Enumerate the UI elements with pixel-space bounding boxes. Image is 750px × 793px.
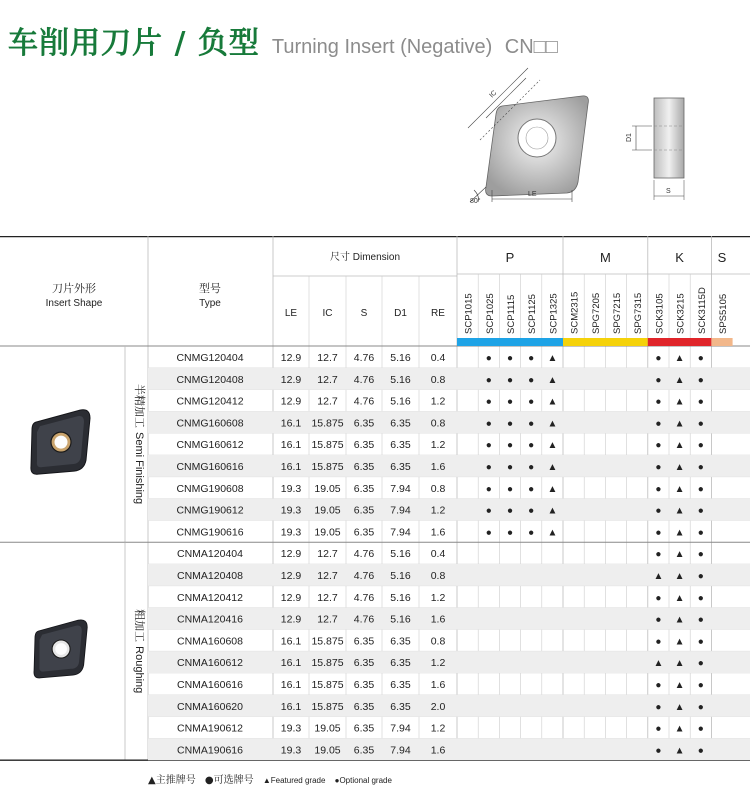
type-cell: CNMG190612 — [176, 504, 244, 517]
dimension-cell: 12.7 — [317, 373, 338, 386]
dimension-cell: 15.875 — [311, 679, 344, 691]
grade-mark: ● — [655, 462, 662, 473]
type-cell: CNMG190616 — [176, 526, 244, 539]
dimension-cell: 4.76 — [353, 352, 375, 364]
grade-mark: ● — [697, 418, 704, 430]
grade-mark: ● — [655, 614, 662, 626]
grade-mark: ● — [655, 396, 662, 408]
dimension-cell: 19.05 — [314, 744, 341, 757]
dimension-cell: 12.9 — [280, 613, 302, 626]
grade-mark: ▲ — [674, 658, 685, 670]
grade-mark: ● — [528, 505, 535, 517]
dimension-cell: 4.76 — [353, 591, 375, 604]
dimension-cell: 4.76 — [353, 373, 375, 386]
grade-mark: ● — [506, 418, 514, 430]
dimension-cell: 5.16 — [390, 591, 411, 604]
section-label-roughing — [133, 609, 147, 693]
grade-mark: ▲ — [674, 374, 685, 386]
insert-image-cnmg — [31, 410, 90, 474]
grade-mark: ● — [528, 353, 535, 364]
dimension-cell: 19.3 — [280, 482, 302, 495]
dimension-cell: 1.6 — [430, 679, 446, 691]
grade-mark: ▲ — [674, 680, 685, 691]
type-cell: CNMG160616 — [176, 461, 244, 473]
insert-shape-header-cn: 刀片外形 — [52, 283, 96, 295]
dimension-cell: 16.1 — [280, 657, 302, 670]
grade-mark: ● — [528, 527, 535, 539]
grade-mark: ● — [697, 745, 704, 757]
dimension-cell: 1.2 — [430, 722, 446, 735]
grade-mark: ▲ — [674, 483, 685, 495]
group-color-band — [563, 338, 648, 346]
dimension-cell: 6.35 — [353, 700, 375, 713]
group-label-p: P — [505, 250, 515, 265]
grade-header: SCM2315 — [569, 291, 581, 334]
legend-optional-cn: 可选牌号 — [213, 775, 254, 786]
dimension-cell: 15.875 — [311, 417, 344, 430]
grade-mark: ▲ — [674, 462, 685, 473]
grade-mark: ▲ — [674, 505, 685, 517]
le-label: LE — [528, 191, 537, 198]
grade-mark: ● — [528, 396, 535, 408]
type-cell: CNMG120408 — [176, 373, 244, 386]
grade-mark: ● — [697, 614, 704, 626]
dimension-cell: 6.35 — [390, 461, 411, 473]
type-cell: CNMA120412 — [177, 591, 243, 604]
dimension-cell: 16.1 — [280, 700, 302, 713]
grade-mark: ● — [655, 374, 662, 386]
dimension-cell: 19.05 — [314, 482, 341, 495]
grade-mark: ● — [655, 505, 662, 517]
dimension-cell: 12.7 — [317, 548, 338, 561]
page-title — [8, 18, 558, 62]
grade-mark: ▲ — [674, 396, 685, 408]
dimension-cell: 6.35 — [353, 722, 375, 735]
dimension-cell: 12.9 — [280, 373, 302, 386]
dimension-cell: 5.16 — [390, 373, 411, 386]
grade-mark: ▲ — [674, 440, 685, 452]
grade-mark: ▲ — [674, 353, 685, 364]
dimension-cell: 0.8 — [430, 417, 446, 430]
legend-featured-cn: 主推牌号 — [155, 775, 196, 786]
dimension-cell: 15.875 — [311, 700, 344, 713]
grade-mark: ● — [697, 680, 704, 691]
dimension-column-header: RE — [431, 308, 445, 319]
dimension-cell: 19.05 — [314, 504, 341, 517]
insert-image-cnma — [34, 620, 87, 678]
grade-mark: ● — [485, 483, 492, 495]
grade-mark: ● — [506, 396, 514, 408]
dimension-header: 尺寸 Dimension — [329, 252, 401, 263]
grade-mark: ● — [697, 636, 704, 648]
grade-mark: ● — [485, 374, 492, 386]
grade-mark: ● — [697, 374, 704, 386]
dimension-cell: 12.7 — [317, 570, 338, 582]
grade-mark: ● — [697, 396, 704, 408]
grade-mark: ▲ — [674, 745, 685, 757]
angle-label: 80° — [470, 198, 481, 205]
dimension-cell: 6.35 — [390, 657, 411, 670]
dimension-cell: 6.35 — [353, 482, 375, 495]
grade-mark: ● — [485, 527, 492, 539]
grade-mark: ● — [528, 483, 535, 495]
grade-mark: ● — [485, 353, 492, 364]
grade-header: SPS5105 — [718, 293, 729, 334]
grade-mark: ● — [697, 353, 704, 364]
grade-mark: ▲ — [547, 440, 558, 452]
dimension-cell: 4.76 — [353, 395, 375, 408]
grade-mark: ▲ — [674, 592, 685, 604]
type-cell: CNMA190616 — [177, 744, 243, 757]
dimension-cell: 19.3 — [280, 744, 302, 757]
grade-mark: ● — [485, 418, 492, 430]
grade-mark: ● — [697, 440, 704, 452]
dimension-column-header: S — [360, 308, 368, 319]
type-cell: CNMG160612 — [176, 439, 244, 452]
dimension-cell: 5.16 — [390, 613, 411, 626]
dimension-cell: 1.2 — [430, 439, 446, 452]
grade-header: SCP1125 — [527, 294, 539, 334]
grade-mark: ▲ — [674, 527, 685, 539]
type-cell: CNMG120404 — [176, 352, 244, 364]
dimension-cell: 5.16 — [390, 395, 411, 408]
grade-mark: ● — [655, 680, 662, 691]
dimension-cell: 0.4 — [430, 352, 446, 364]
grade-mark: ● — [528, 462, 535, 473]
group-label-k: K — [675, 250, 684, 265]
dimension-cell: 6.35 — [390, 679, 411, 691]
grade-header: SCK3115D — [696, 287, 708, 334]
dimension-cell: 4.76 — [353, 548, 375, 561]
grade-mark: ● — [655, 701, 662, 713]
dimension-cell: 6.35 — [353, 461, 375, 473]
type-cell: CNMA120408 — [177, 570, 243, 582]
dimension-cell: 6.35 — [353, 439, 375, 452]
dimension-cell: 1.6 — [430, 526, 446, 539]
insert-side-view — [654, 98, 684, 178]
dimension-cell: 16.1 — [280, 439, 302, 452]
dimension-cell: 12.9 — [280, 591, 302, 604]
legend-optional-symbol: ● — [204, 775, 214, 786]
dimension-column-header: LE — [284, 308, 298, 319]
grade-mark: ● — [485, 462, 492, 473]
group-label-s: S — [717, 250, 727, 265]
dimension-cell: 1.2 — [430, 504, 446, 517]
dimension-cell: 1.2 — [430, 395, 446, 408]
dimension-cell: 7.94 — [390, 504, 411, 517]
group-label-m: M — [599, 250, 611, 265]
dimension-cell: 19.05 — [314, 526, 341, 539]
dimension-cell: 19.05 — [314, 722, 341, 735]
dimension-cell: 1.2 — [430, 657, 446, 670]
grade-mark: ● — [655, 353, 662, 364]
dimension-cell: 19.3 — [280, 526, 302, 539]
dimension-column-header: D1 — [394, 308, 407, 319]
grade-mark: ● — [528, 418, 535, 430]
dimension-cell: 12.9 — [280, 395, 302, 408]
legend-featured-en: ▲Featured grade — [262, 776, 326, 785]
dimension-cell: 2.0 — [430, 700, 446, 713]
type-cell: CNMA160608 — [177, 635, 243, 648]
type-cell: CNMA120404 — [177, 548, 243, 561]
dimension-cell: 7.94 — [390, 722, 411, 735]
group-color-band — [457, 338, 563, 346]
grade-header: SCP1115 — [506, 294, 517, 334]
dimension-cell: 12.7 — [317, 352, 338, 364]
dimension-cell: 12.7 — [317, 395, 338, 408]
grade-mark: ● — [655, 527, 662, 539]
grade-header: SCP1025 — [484, 293, 496, 334]
grade-mark: ● — [655, 549, 662, 561]
grade-mark: ● — [697, 658, 704, 670]
dimension-cell: 6.35 — [353, 679, 375, 691]
dimension-cell: 19.3 — [280, 722, 302, 735]
grade-mark: ● — [655, 636, 662, 648]
grade-mark: ● — [506, 527, 514, 539]
group-color-band — [711, 338, 732, 346]
dimension-cell: 1.2 — [430, 591, 446, 604]
grade-mark: ● — [506, 505, 514, 517]
grade-mark: ● — [485, 505, 492, 517]
dimension-cell: 6.35 — [353, 504, 375, 517]
insert-grade-table — [0, 236, 750, 764]
type-cell: CNMA160620 — [177, 700, 243, 713]
grade-mark: ● — [506, 440, 514, 452]
dimension-cell: 16.1 — [280, 635, 302, 648]
dimension-cell: 6.35 — [353, 635, 375, 648]
grade-mark: ▲ — [674, 571, 685, 582]
dimension-cell: 12.7 — [317, 591, 338, 604]
dimension-cell: 16.1 — [280, 461, 302, 473]
s-label: S — [666, 188, 671, 195]
section-label-en: Roughing — [133, 646, 145, 694]
dimension-cell: 7.94 — [390, 744, 411, 757]
grade-header: SCK3215 — [675, 293, 687, 334]
grade-header: SPG7215 — [612, 292, 623, 334]
dimension-cell: 1.6 — [430, 613, 446, 626]
insert-dimension-diagram — [440, 62, 710, 212]
dimension-cell: 6.35 — [390, 417, 411, 430]
dimension-cell: 6.35 — [390, 635, 411, 648]
grade-header: SCP1325 — [548, 293, 560, 334]
type-cell: CNMG160608 — [176, 417, 244, 430]
grade-mark: ▲ — [547, 374, 558, 386]
grade-header: SCK3105 — [654, 293, 666, 334]
type-header-en: Type — [199, 298, 221, 309]
insert-shape-header-en: Insert Shape — [45, 298, 103, 309]
dimension-cell: 7.94 — [390, 526, 411, 539]
dimension-cell: 12.9 — [280, 352, 302, 364]
section-label-en: Semi Finishing — [133, 432, 145, 505]
grade-mark: ● — [697, 505, 704, 517]
dimension-cell: 0.8 — [430, 373, 446, 386]
grade-mark: ● — [506, 353, 514, 364]
dimension-cell: 15.875 — [311, 439, 344, 452]
title-chinese: 车削用刀片 / 负型 — [8, 26, 260, 61]
title-code: CN□□ — [504, 36, 558, 58]
grade-mark: ● — [655, 592, 662, 604]
dimension-cell: 15.875 — [311, 461, 344, 473]
grade-mark: ● — [697, 571, 704, 582]
dimension-column-header: IC — [322, 308, 333, 319]
type-cell: CNMA190612 — [177, 722, 243, 735]
grade-mark: ▲ — [674, 549, 685, 561]
legend-optional-en: ●Optional grade — [334, 776, 392, 785]
grade-mark: ● — [697, 701, 704, 713]
dimension-cell: 6.35 — [353, 526, 375, 539]
grade-mark: ● — [697, 483, 704, 495]
dimension-cell: 0.8 — [430, 570, 446, 582]
type-cell: CNMG120412 — [176, 395, 244, 408]
dimension-cell: 12.9 — [280, 548, 302, 561]
type-cell: CNMG190608 — [176, 482, 244, 495]
grade-mark: ● — [655, 483, 662, 495]
dimension-cell: 1.6 — [430, 461, 446, 473]
d1-label: D1 — [626, 133, 633, 142]
grade-mark: ● — [655, 745, 662, 757]
dimension-cell: 12.9 — [280, 570, 302, 582]
dimension-cell: 7.94 — [390, 482, 411, 495]
section-label-semi-finishing — [133, 384, 147, 504]
grade-mark: ● — [697, 549, 704, 561]
grade-mark: ▲ — [674, 701, 685, 713]
title-english: Turning Insert (Negative) — [271, 36, 493, 58]
grade-mark: ● — [528, 440, 535, 452]
grade-mark: ● — [697, 723, 704, 735]
grade-mark: ● — [697, 592, 704, 604]
type-cell: CNMA120416 — [177, 613, 243, 626]
dimension-cell: 5.16 — [390, 548, 411, 561]
grade-mark: ▲ — [547, 396, 558, 408]
dimension-cell: 0.8 — [430, 635, 446, 648]
section-label-cn: 半精加工 — [133, 384, 145, 429]
dimension-cell: 19.3 — [280, 504, 302, 517]
dimension-cell: 15.875 — [311, 635, 344, 648]
grade-mark: ● — [506, 374, 514, 386]
dimension-cell: 6.35 — [353, 744, 375, 757]
grade-mark: ● — [655, 440, 662, 452]
grade-mark: ▲ — [547, 527, 558, 539]
grade-mark: ● — [485, 440, 492, 452]
grade-mark: ▲ — [653, 571, 664, 582]
dimension-cell: 6.35 — [390, 700, 411, 713]
ic-label: IC — [488, 89, 499, 100]
dimension-cell: 16.1 — [280, 417, 302, 430]
grade-mark: ▲ — [547, 483, 558, 495]
grade-mark: ▲ — [653, 658, 664, 670]
dimension-cell: 15.875 — [311, 657, 344, 670]
dimension-cell: 6.35 — [390, 439, 411, 452]
grade-header: SPG7315 — [633, 292, 645, 334]
grade-mark: ● — [697, 527, 704, 539]
type-cell: CNMA160616 — [177, 679, 243, 691]
grade-mark: ▲ — [674, 723, 685, 735]
grade-mark: ● — [485, 396, 492, 408]
section-label-cn: 粗加工 — [133, 609, 145, 643]
grade-mark: ▲ — [547, 353, 558, 364]
grade-mark: ● — [697, 462, 704, 473]
dimension-cell: 1.6 — [430, 744, 446, 757]
grade-mark: ▲ — [674, 418, 685, 430]
dimension-cell: 12.7 — [317, 613, 338, 626]
grade-legend — [148, 771, 392, 786]
type-header-cn: 型号 — [199, 283, 221, 295]
grade-header: SPG7205 — [590, 292, 602, 334]
legend-featured-symbol: ▲ — [148, 775, 156, 786]
dimension-cell: 5.16 — [390, 570, 411, 582]
grade-mark: ▲ — [547, 505, 558, 517]
grade-mark: ▲ — [547, 462, 558, 473]
grade-mark: ● — [506, 462, 514, 473]
dimension-cell: 16.1 — [280, 679, 302, 691]
grade-mark: ▲ — [547, 418, 558, 430]
grade-mark: ● — [506, 483, 514, 495]
grade-mark: ● — [655, 418, 662, 430]
grade-mark: ▲ — [674, 614, 685, 626]
grade-header: SCP1015 — [463, 293, 475, 334]
dimension-cell: 6.35 — [353, 657, 375, 670]
group-color-band — [648, 338, 712, 346]
dimension-cell: 5.16 — [390, 352, 411, 364]
grade-mark: ● — [528, 374, 535, 386]
dimension-cell: 6.35 — [353, 417, 375, 430]
dimension-cell: 0.4 — [430, 548, 446, 561]
type-cell: CNMA160612 — [177, 657, 243, 670]
dimension-cell: 4.76 — [353, 613, 375, 626]
grade-mark: ▲ — [674, 636, 685, 648]
dimension-cell: 0.8 — [430, 482, 446, 495]
grade-mark: ● — [655, 723, 662, 735]
dimension-cell: 4.76 — [353, 570, 375, 582]
